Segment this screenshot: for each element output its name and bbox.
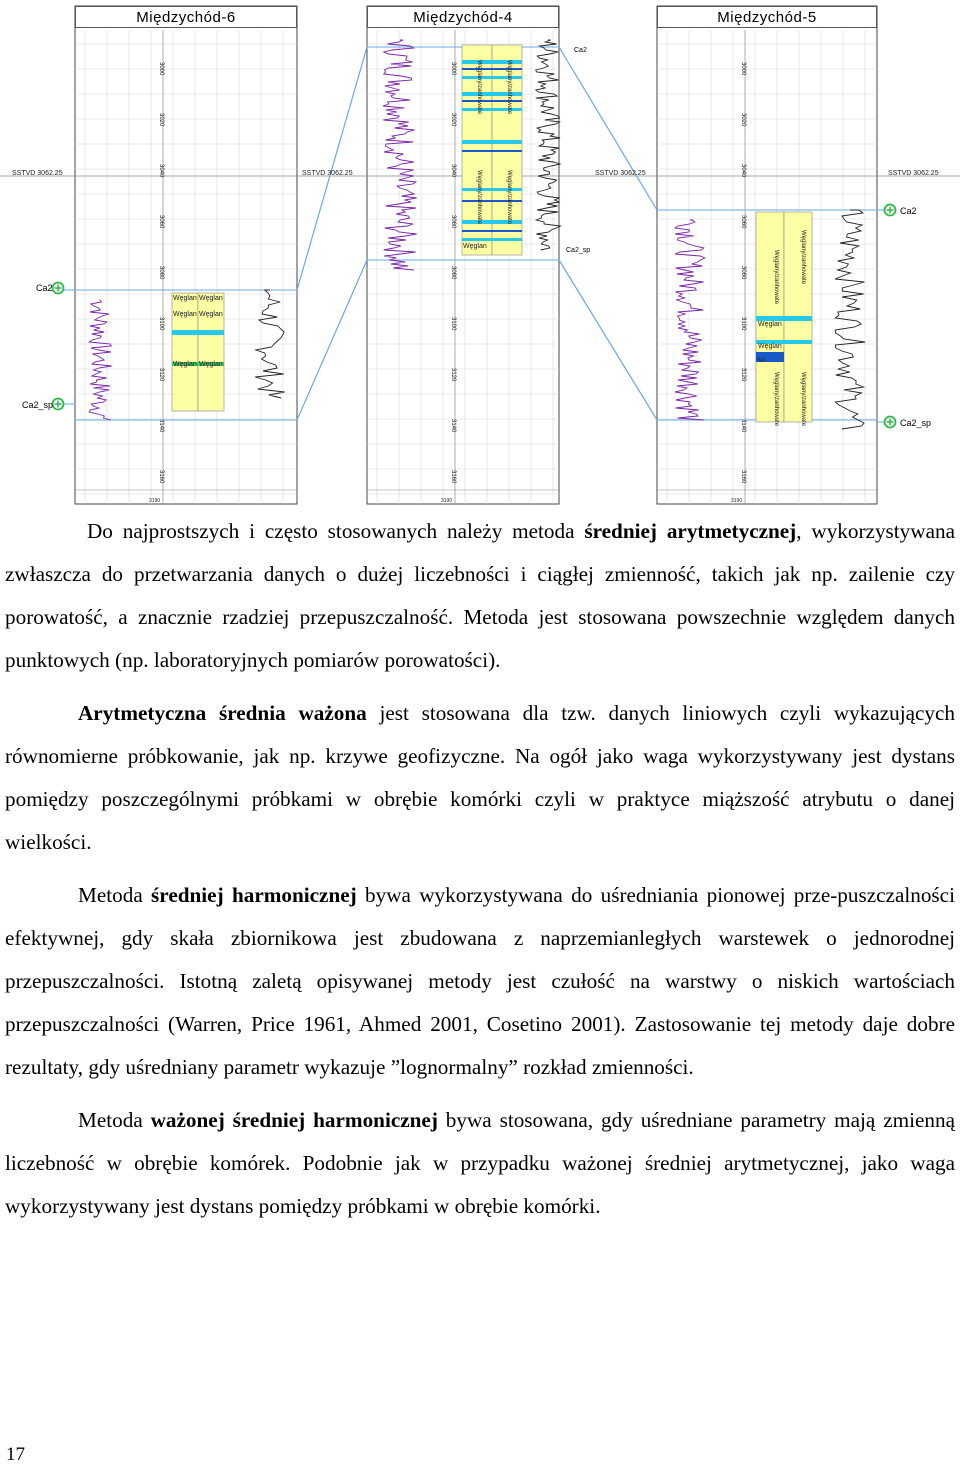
lithology-label: Węglan xyxy=(758,343,782,350)
lithology-label: Węglan xyxy=(758,321,782,328)
depth-tick-label: 3000 xyxy=(740,62,746,76)
depth-tick-label: 3100 xyxy=(450,317,456,331)
well-correlation-svg xyxy=(0,0,960,510)
body-text xyxy=(5,510,955,1228)
depth-tick-label: 3080 xyxy=(450,266,456,280)
datum-label-1: SSTVD 3062.25 xyxy=(12,170,63,177)
lithology-band-cyan xyxy=(172,330,224,335)
correlation-line xyxy=(297,260,367,420)
depth-tick-label: 3080 xyxy=(158,266,164,280)
page-number: 17 xyxy=(6,1444,25,1465)
depth-tick-label: 3160 xyxy=(158,470,164,484)
lithology-label: Węglan xyxy=(173,295,197,302)
paragraph-weighted-harmonic-mean xyxy=(5,1099,955,1228)
depth-bottom-label: 3190 xyxy=(441,498,453,504)
lithology-band-cyan xyxy=(462,140,522,144)
paragraph-text: bywa wykorzystywana do uśredniania pionowej prze-puszczalności efektywnej, gdy skała zbiornikowa jest zbudowana z naprzemianległych warstewek o jednorodnej przepuszczalności. Istotną zaletą opisywanej metody jest czułość na warstwy o niskich wartościach przepuszczalności (Warren, Price 1961, Ahmed 2001, Cosetino 2001). Zastosowanie tej metody daje dobre rezultaty, gdy uśredniany parametr wykazuje ”lognormalny” rozkład zmienności. xyxy=(5,883,955,1079)
lithology-vertical-label: Węglany/zanhowate xyxy=(506,60,512,115)
paragraph-text: , wykorzystywana zwłaszcza do przetwarzania danych o dużej liczebności i ciągłej zmienność, takich jak np. zailenie czy porowatość, a znacznie rzadziej przepuszczalność. Metoda jest stosowana powszechnie względem danych punktowych (np. laboratoryjnych pomiarów porowatości). xyxy=(5,519,955,672)
lithology-label: Węglan xyxy=(173,361,197,368)
depth-tick-label: 3140 xyxy=(740,419,746,433)
lithology-band-blue xyxy=(462,230,522,232)
lithology-band-blue xyxy=(462,100,522,102)
depth-tick-label: 3120 xyxy=(450,368,456,382)
lithology-band-cyan xyxy=(462,76,522,79)
horizon-top-label-left: Ca2 xyxy=(36,283,53,293)
horizon-base-label-left: Ca2_sp xyxy=(22,400,54,410)
depth-tick-label: 3020 xyxy=(158,113,164,127)
lithology-vertical-label: Węglany/zanhowate xyxy=(476,60,482,115)
correlation-line xyxy=(297,47,367,290)
depth-tick-label: 3100 xyxy=(158,317,164,331)
horizon-top-label-m4: Ca2 xyxy=(574,47,587,54)
lithology-vertical-label: Węglany/zanhowate xyxy=(800,230,806,285)
lithology-band-blue xyxy=(462,150,522,152)
well-title-m6: Międzychód-6 xyxy=(75,6,297,28)
depth-tick-label: 3100 xyxy=(740,317,746,331)
lithology-salt-label: Sól xyxy=(757,358,766,364)
bold-term: średniej arytmetycznej xyxy=(584,519,797,543)
depth-tick-label: 3140 xyxy=(450,419,456,433)
lithology-label: Węglan xyxy=(199,295,223,302)
lithology-label: Węglan xyxy=(463,243,487,250)
correlation-line xyxy=(559,47,657,210)
horizon-base-label-right: Ca2_sp xyxy=(900,418,932,428)
paragraph-text: Metoda xyxy=(78,1108,151,1132)
depth-tick-label: 3080 xyxy=(740,266,746,280)
bold-term: ważonej średniej harmonicznej xyxy=(150,1108,438,1132)
depth-tick-label: 3040 xyxy=(740,164,746,178)
datum-label-3: SSTVD 3062.25 xyxy=(595,170,646,177)
well-panel-frame xyxy=(75,6,297,504)
lithology-label: Węglan xyxy=(173,311,197,318)
depth-tick-label: 3020 xyxy=(740,113,746,127)
horizon-base-label-m4: Ca2_sp xyxy=(566,247,591,254)
lithology-label: Węglan xyxy=(199,311,223,318)
depth-tick-label: 3120 xyxy=(158,368,164,382)
lithology-band-cyan xyxy=(462,188,522,191)
depth-tick-label: 3000 xyxy=(158,62,164,76)
paragraph-text: bywa stosowana, gdy uśredniane parametry mają zmienną liczebność w obrębie komórek. Podobnie jak w przypadku ważonej średniej arytmetycznej, jako waga wykorzystywany jest dystans pomiędzy próbkami w obrębie komórki. xyxy=(5,1108,955,1218)
paragraph-text: Do najprostszych i często stosowanych należy metoda xyxy=(87,519,585,543)
depth-bottom-label: 3190 xyxy=(731,498,743,504)
lithology-band-cyan xyxy=(462,238,522,241)
lithology-band-cyan xyxy=(462,220,522,224)
lithology-band-cyan xyxy=(462,60,522,64)
depth-tick-label: 3140 xyxy=(158,419,164,433)
datum-label-4: SSTVD 3062.25 xyxy=(888,170,939,177)
depth-tick-label: 3060 xyxy=(158,215,164,229)
depth-tick-label: 3020 xyxy=(450,113,456,127)
paragraph-harmonic-mean xyxy=(5,874,955,1089)
depth-tick-label: 3040 xyxy=(450,164,456,178)
lithology-band-blue xyxy=(462,200,522,202)
paragraph-text: Metoda xyxy=(78,883,152,907)
paragraph-weighted-arithmetic-mean xyxy=(5,692,955,864)
lithology-band-cyan xyxy=(462,92,522,96)
depth-tick-label: 3040 xyxy=(158,164,164,178)
well-title-m5: Międzychód-5 xyxy=(657,6,877,28)
lithology-band-cyan xyxy=(462,108,522,111)
lithology-vertical-label: Węglany/zanhowate xyxy=(773,372,779,427)
correlation-line xyxy=(559,260,657,420)
paragraph-arithmetic-mean xyxy=(5,510,955,682)
lithology-label: Węglan xyxy=(199,361,223,368)
bold-term: Arytmetyczna średnia ważona xyxy=(78,701,367,725)
lithology-vertical-label: Węglany/zanhowate xyxy=(773,250,779,305)
lithology-band-blue xyxy=(462,68,522,70)
depth-tick-label: 3060 xyxy=(450,215,456,229)
depth-tick-label: 3160 xyxy=(450,470,456,484)
depth-tick-label: 3000 xyxy=(450,62,456,76)
depth-bottom-label: 3190 xyxy=(149,498,161,504)
paragraph-text: jest stosowana dla tzw. danych liniowych czyli wykazujących równomierne próbkowanie, jak np. krzywe geofizyczne. Na ogół jako waga wykorzystywany jest dystans pomiędzy poszczególnymi próbkami w obrębie komórki czyli w praktyce miąższość atrybutu o danej wielkości. xyxy=(5,701,955,854)
depth-tick-label: 3120 xyxy=(740,368,746,382)
horizon-top-label-right: Ca2 xyxy=(900,206,917,216)
lithology-vertical-label: Węglany/zanhowate xyxy=(476,170,482,225)
datum-label-2: SSTVD 3062.25 xyxy=(302,170,353,177)
lithology-vertical-label: Węglany/zanhowate xyxy=(800,372,806,427)
well-correlation-figure xyxy=(0,0,960,510)
depth-tick-label: 3060 xyxy=(740,215,746,229)
depth-tick-label: 3160 xyxy=(740,470,746,484)
well-title-m4: Międzychód-4 xyxy=(367,6,559,28)
lithology-vertical-label: Węglany/zanhowate xyxy=(506,170,512,225)
bold-term: średniej harmonicznej xyxy=(151,883,357,907)
